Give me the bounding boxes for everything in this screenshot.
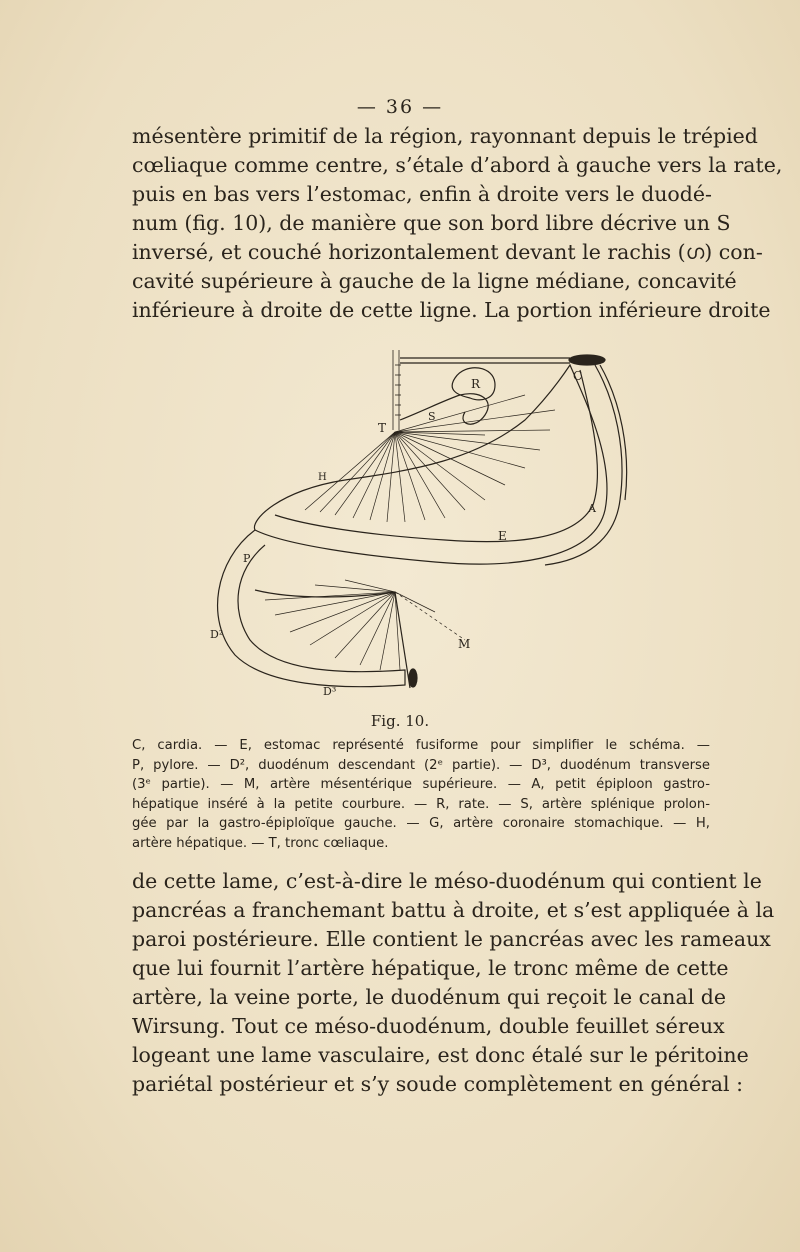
text-line: cavité supérieure à gauche de la ligne médiane, concavité — [132, 269, 737, 293]
label-p: P — [243, 552, 251, 565]
transverse-duodenum — [255, 590, 410, 688]
legend-line: P, pylore. — D², duodénum descendant (2ᵉ partie). — D³, duodénum transverse — [132, 757, 710, 773]
text-line: que lui fournit l’artère hépatique, le tronc même de cette — [132, 956, 729, 980]
label-h: H — [318, 472, 327, 483]
text-line: paroi postérieure. Elle contient le pancréas avec les rameaux — [132, 927, 771, 951]
legend-line: hépatique inséré à la petite courbure. — R, rate. — S, artère splénique prolon- — [132, 796, 710, 812]
top-vessel — [400, 355, 605, 365]
text-line: Wirsung. Tout ce méso-duodénum, double feuillet séreux — [132, 1014, 725, 1038]
text-line: logeant une lame vasculaire, est donc étalé sur le péritoine — [132, 1043, 749, 1067]
paragraph-1 — [132, 122, 783, 325]
legend-line: artère hépatique. — T, tronc cœliaque. — [132, 835, 389, 851]
label-r: R — [471, 377, 481, 391]
label-e: E — [498, 529, 507, 543]
spine-column — [393, 350, 401, 430]
text-line: cœliaque comme centre, s’étale d’abord à gauche vers la rate, — [132, 153, 783, 177]
text-line: num (fig. 10), de manière que son bord libre décrive un S — [132, 211, 731, 235]
legend-line: C, cardia. — E, estomac représenté fusiforme pour simplifier le schéma. — — [132, 738, 710, 753]
paragraph-2 — [132, 867, 775, 1099]
lesser-curvature — [275, 370, 597, 542]
text-line: pancréas a franchemant battu à droite, et s’est appliquée à la — [132, 898, 775, 922]
text-line: inférieure à droite de cette ligne. La portion inférieure droite — [132, 298, 771, 322]
legend-line: gée par la gastro-épiploïque gauche. — G, artère coronaire stomachique. — H, — [132, 816, 710, 831]
text-line: mésentère primitif de la région, rayonnant depuis le trépied — [132, 124, 758, 148]
page-number: — 36 — — [356, 96, 444, 118]
label-d2: D² — [210, 628, 224, 641]
text-line: pariétal postérieur et s’y soude complètement en général : — [132, 1072, 743, 1096]
figure-legend — [132, 736, 710, 853]
text-line: inversé, et couché horizontalement devant le rachis (ഗ) con- — [132, 240, 763, 264]
label-c: C — [573, 369, 583, 383]
text-line: artère, la veine porte, le duodénum qui reçoit le canal de — [132, 985, 727, 1009]
label-a: A — [588, 502, 596, 515]
label-s: S — [428, 410, 436, 423]
text-line: de cette lame, c’est-à-dire le méso-duodénum qui contient le — [132, 869, 762, 893]
label-t: T — [378, 421, 387, 435]
anatomical-diagram — [195, 340, 635, 710]
mesenteric-artery-end — [409, 669, 417, 687]
text-line: puis en bas vers l’estomac, enfin à droite vers le duodé- — [132, 182, 712, 206]
label-d3: D³ — [323, 685, 337, 698]
mesenteric-rays — [265, 580, 465, 670]
legend-line: (3ᵉ partie). — M, artère mésentérique supérieure. — A, petit épiploon gastro- — [132, 777, 710, 792]
label-m: M — [458, 637, 471, 651]
figure-caption: Fig. 10. — [370, 712, 430, 730]
